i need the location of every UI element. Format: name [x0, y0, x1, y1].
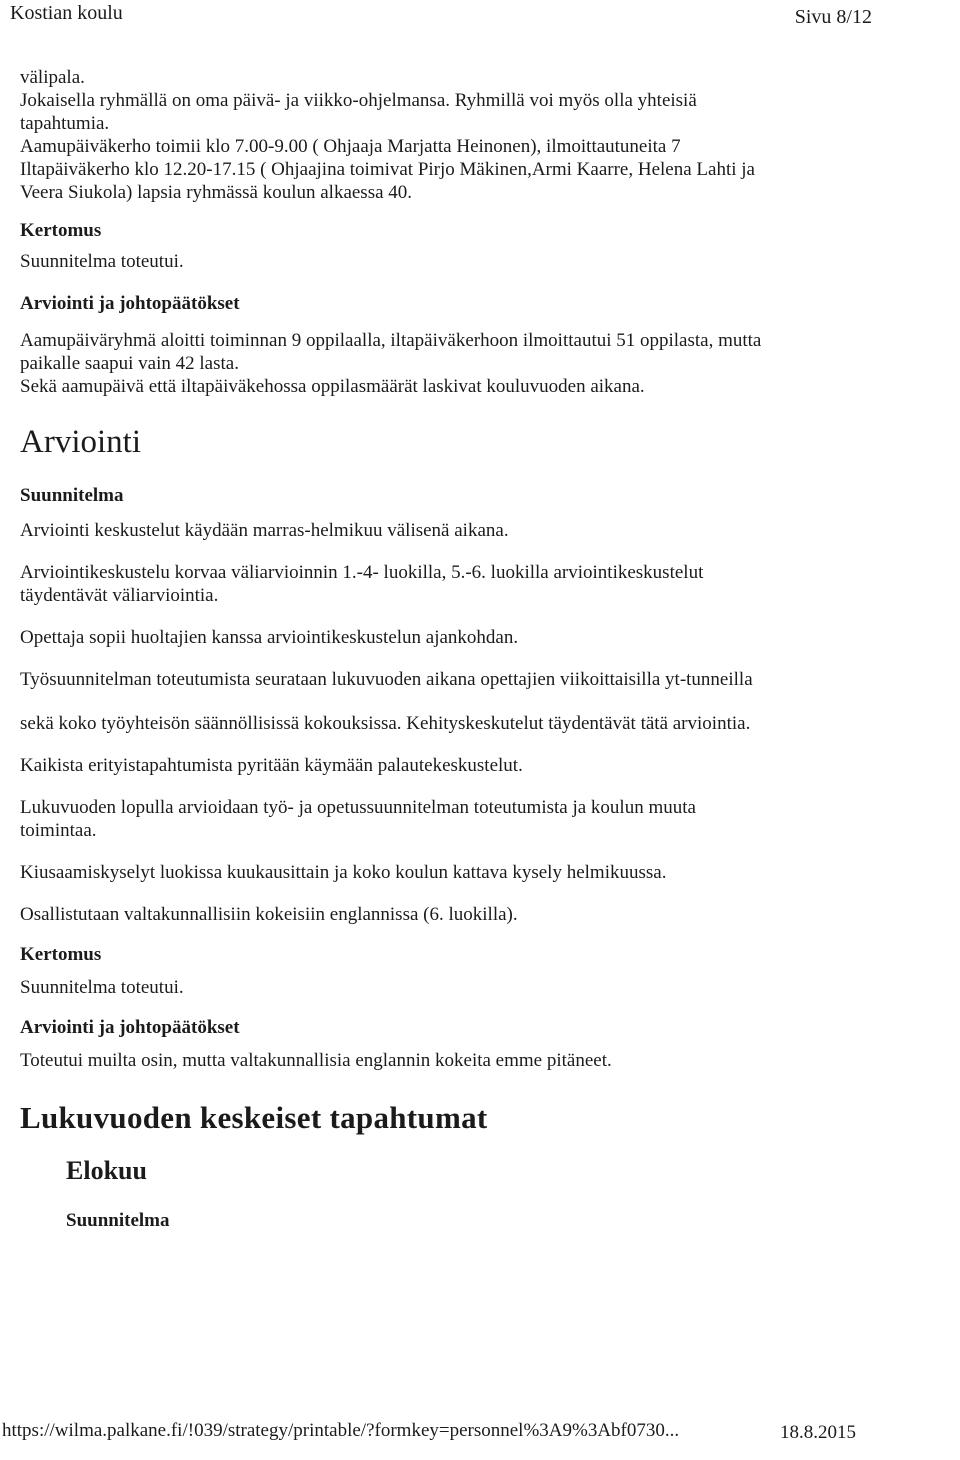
page-number: Sivu 8/12 [794, 6, 872, 28]
suunnitelma-text: Lukuvuoden lopulla arvioidaan työ- ja opetussuunnitelman toteutumista ja koulun muuta [20, 797, 696, 818]
intro-line: Aamupäiväkerho toimii klo 7.00-9.00 ( Ohjaaja Marjatta Heinonen), ilmoittautuneita 7 [20, 136, 681, 157]
footer-url: https://wilma.palkane.fi/!039/strategy/printable/?formkey=personnel%3A9%3Abf0730... [2, 1420, 680, 1441]
intro-line: Jokaisella ryhmällä on oma päivä- ja viikko-ohjelmansa. Ryhmillä voi myös olla yhteisiä [20, 90, 697, 111]
intro-line: välipala. [20, 67, 85, 88]
suunnitelma-text: Kiusaamiskyselyt luokissa kuukausittain ja koko koulun kattava kysely helmikuussa. [20, 862, 667, 883]
school-name: Kostian koulu [10, 2, 123, 24]
suunnitelma-text: Kaikista erityistapahtumista pyritään käymään palautekeskustelut. [20, 755, 523, 776]
suunnitelma-text: Arviointi keskustelut käydään marras-helmikuu välisenä aikana. [20, 520, 509, 541]
subheading-arviointi-johtopaatokset: Arviointi ja johtopäätökset [20, 1017, 240, 1038]
arviointi-text: Toteutui muilta osin, mutta valtakunnallisia englannin kokeita emme pitäneet. [20, 1050, 612, 1071]
subheading-kertomus: Kertomus [20, 220, 102, 241]
subheading-suunnitelma: Suunnitelma [20, 485, 124, 506]
subheading-arviointi-johtopaatokset: Arviointi ja johtopäätökset [20, 293, 240, 314]
arviointi-text: Aamupäiväryhmä aloitti toiminnan 9 oppilaalla, iltapäiväkerhoon ilmoittautui 51 oppilasta, mutta [20, 330, 762, 351]
suunnitelma-text: toimintaa. [20, 820, 97, 841]
arviointi-text: paikalle saapui vain 42 lasta. [20, 353, 239, 374]
section-title-arviointi: Arviointi [20, 424, 141, 460]
page-footer [2, 1420, 872, 1442]
suunnitelma-text: Osallistutaan valtakunnallisiin kokeisiin englannissa (6. luokilla). [20, 904, 518, 925]
arviointi-text: Sekä aamupäivä että iltapäiväkehossa oppilasmäärät laskivat kouluvuoden aikana. [20, 376, 645, 397]
suunnitelma-text: Työsuunnitelman toteutumista seurataan lukuvuoden aikana opettajien viikoittaisilla yt-tunneilla [20, 669, 753, 690]
kertomus-text: Suunnitelma toteutui. [20, 977, 184, 998]
intro-line: tapahtumia. [20, 113, 110, 134]
suunnitelma-text: Opettaja sopii huoltajien kanssa arviointikeskustelun ajankohdan. [20, 627, 519, 648]
month-heading: Elokuu [66, 1156, 147, 1185]
intro-line: Iltapäiväkerho klo 12.20-17.15 ( Ohjaajina toimivat Pirjo Mäkinen,Armi Kaarre, Helena Lahti ja [20, 159, 755, 180]
suunnitelma-text: sekä koko työyhteisön säännöllisissä kokouksissa. Kehityskeskutelut täydentävät tätä arviointia. [20, 713, 751, 734]
section-title-lukuvuoden-tapahtumat: Lukuvuoden keskeiset tapahtumat [20, 1100, 488, 1135]
suunnitelma-text: Arviointikeskustelu korvaa väliarvioinnin 1.-4- luokilla, 5.-6. luokilla arviointikeskustelut [20, 562, 704, 583]
kertomus-text: Suunnitelma toteutui. [20, 251, 184, 272]
subheading-suunnitelma: Suunnitelma [66, 1210, 170, 1231]
page-content [20, 66, 860, 1232]
intro-line: Veera Siukola) lapsia ryhmässä koulun alkaessa 40. [20, 182, 413, 203]
suunnitelma-text: täydentävät väliarviointia. [20, 585, 219, 606]
subheading-kertomus: Kertomus [20, 944, 102, 965]
footer-date: 18.8.2015 [780, 1422, 856, 1443]
